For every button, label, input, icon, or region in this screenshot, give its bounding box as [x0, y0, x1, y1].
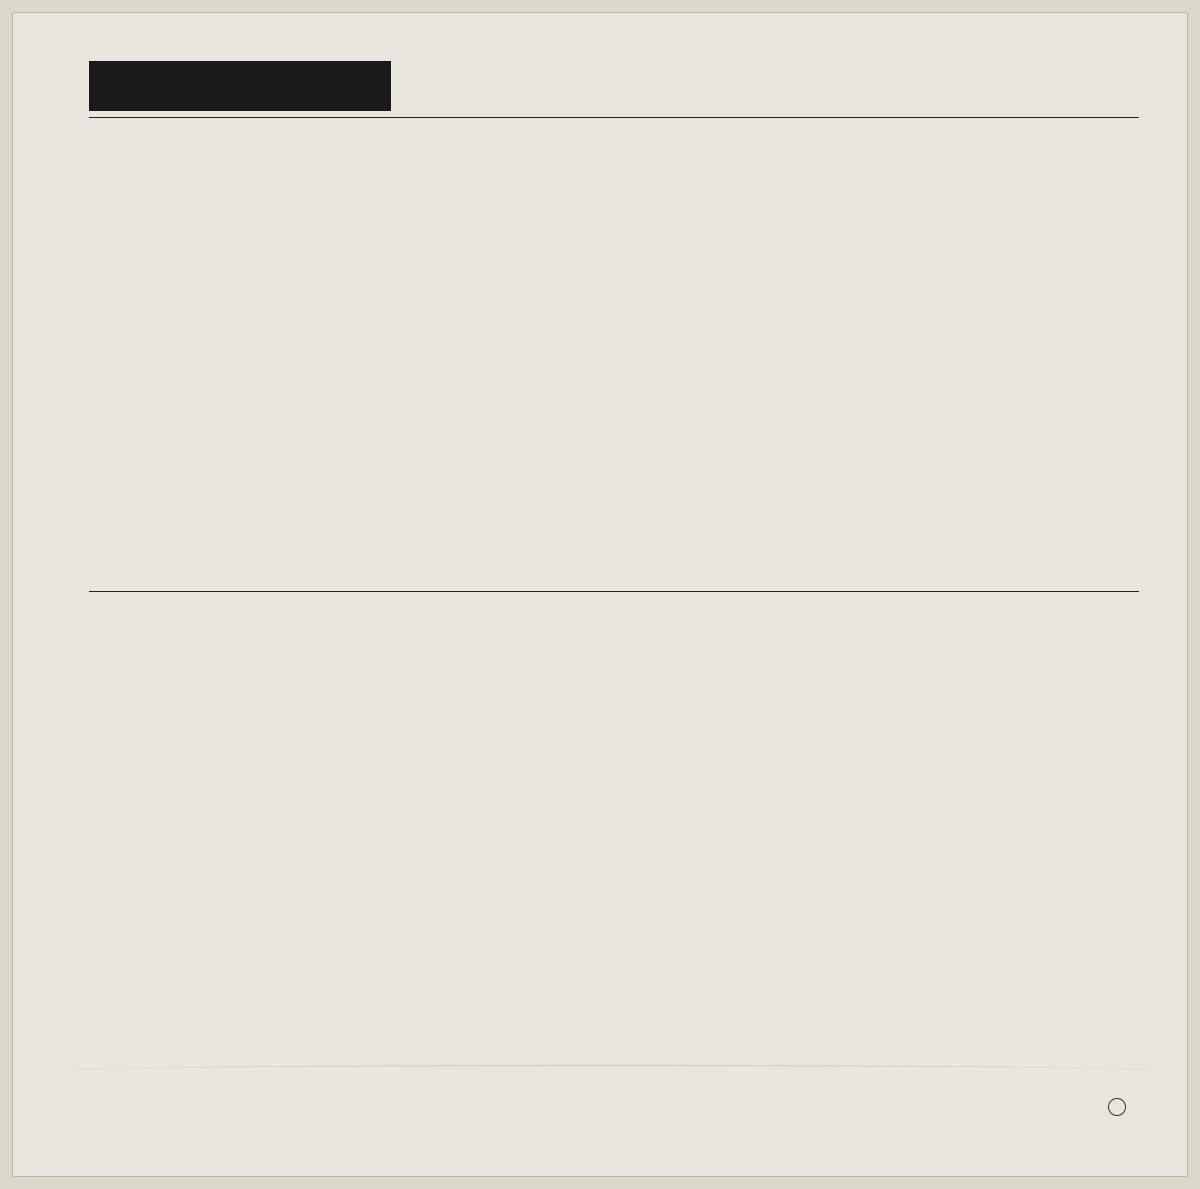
top-divider	[89, 117, 1139, 118]
side-two-panel	[89, 599, 1139, 1061]
side-one-panel	[89, 125, 1139, 587]
record-sleeve	[12, 12, 1188, 1177]
middle-divider	[89, 591, 1139, 592]
ring-wear-mark	[73, 1065, 1153, 1076]
album-title	[89, 61, 391, 111]
phonogram-mark-icon	[1108, 1098, 1126, 1116]
side-two-songs	[89, 599, 1139, 1061]
side-one-songs	[89, 125, 1139, 587]
